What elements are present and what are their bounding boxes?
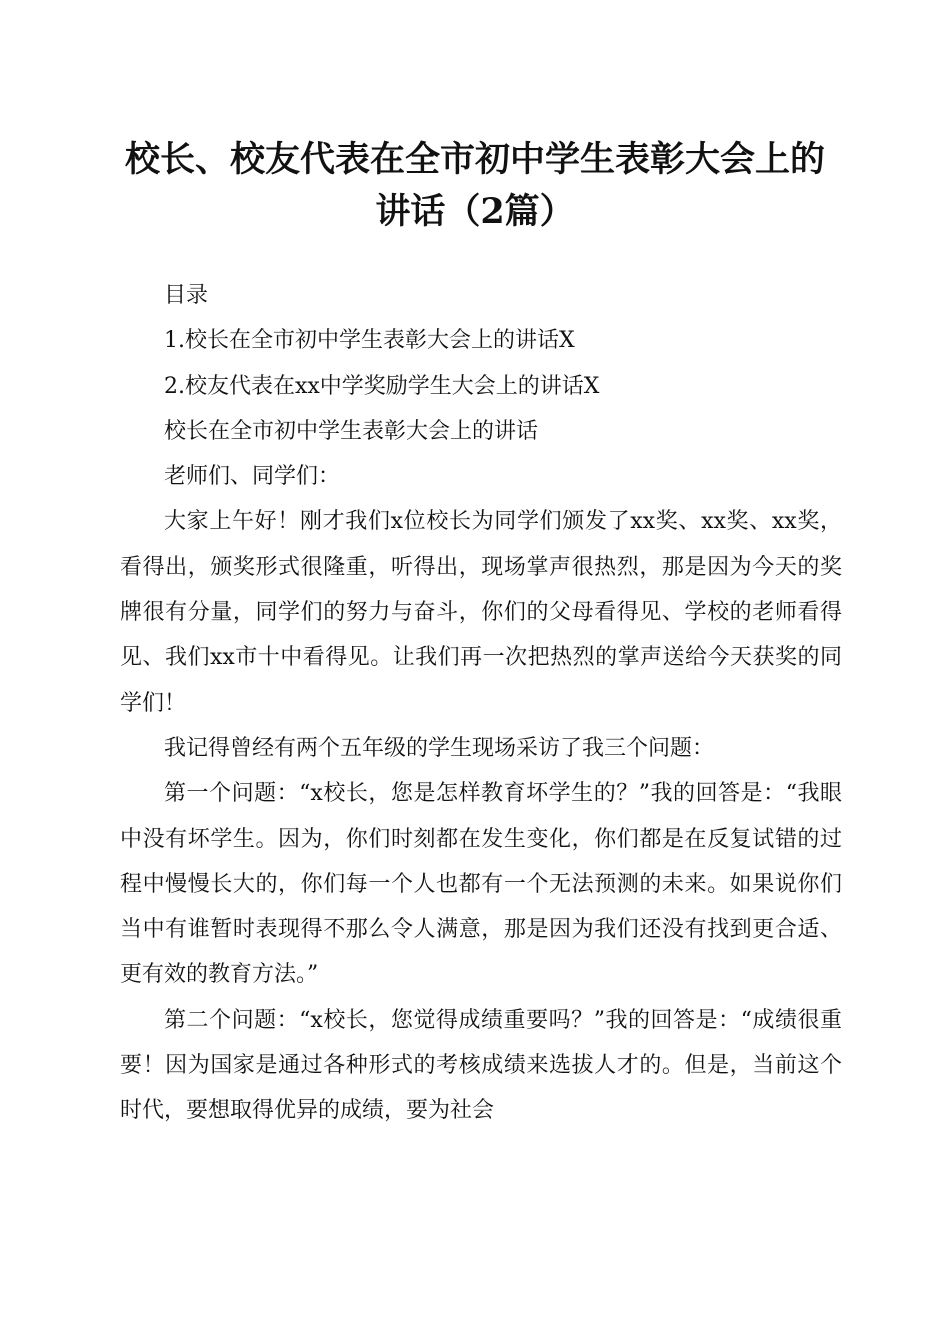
document-body xyxy=(120,273,842,1134)
section-title: 校长在全市初中学生表彰大会上的讲话 xyxy=(164,418,539,444)
toc-item-2: 2.校友代表在xx中学奖励学生大会上的讲话X xyxy=(164,373,600,399)
paragraph-4: 第二个问题：“x校长，您觉得成绩重要吗？”我的回答是：“成绩很重要！因为国家是通过各种形式的考核成绩来选拔人才的。但是，当前这个时代，要想取得优异的成绩，要为社会 xyxy=(120,1007,842,1124)
title-line-2: 讲话（2篇） xyxy=(375,191,575,232)
document-title xyxy=(100,134,850,238)
salutation: 老师们、同学们： xyxy=(164,464,341,490)
paragraph-3: 第一个问题：“x校长，您是怎样教育坏学生的？”我的回答是：“我眼中没有坏学生。因为，你们时刻都在发生变化，你们都是在反复试错的过程中慢慢长大的，你们每一个人也都有一个无法预测的未来。如果说你们当中有谁暂时表现得不那么令人满意，那是因为我们还没有找到更合适、更有效的教育方法。” xyxy=(120,781,842,988)
toc-heading: 目录 xyxy=(164,283,209,308)
title-line-1: 校长、校友代表在全市初中学生表彰大会上的 xyxy=(124,139,825,180)
toc-item-1: 1.校长在全市初中学生表彰大会上的讲话X xyxy=(164,328,575,354)
paragraph-1: 大家上午好！刚才我们x位校长为同学们颁发了xx奖、xx奖、xx奖，看得出，颁奖形式很隆重，听得出，现场掌声很热烈，那是因为今天的奖牌很有分量，同学们的努力与奋斗，你们的父母看得见、学校的老师看得见、我们xx市十中看得见。让我们再一次把热烈的掌声送给今天获奖的同学们！ xyxy=(120,509,842,716)
paragraph-2: 我记得曾经有两个五年级的学生现场采访了我三个问题： xyxy=(164,735,715,761)
